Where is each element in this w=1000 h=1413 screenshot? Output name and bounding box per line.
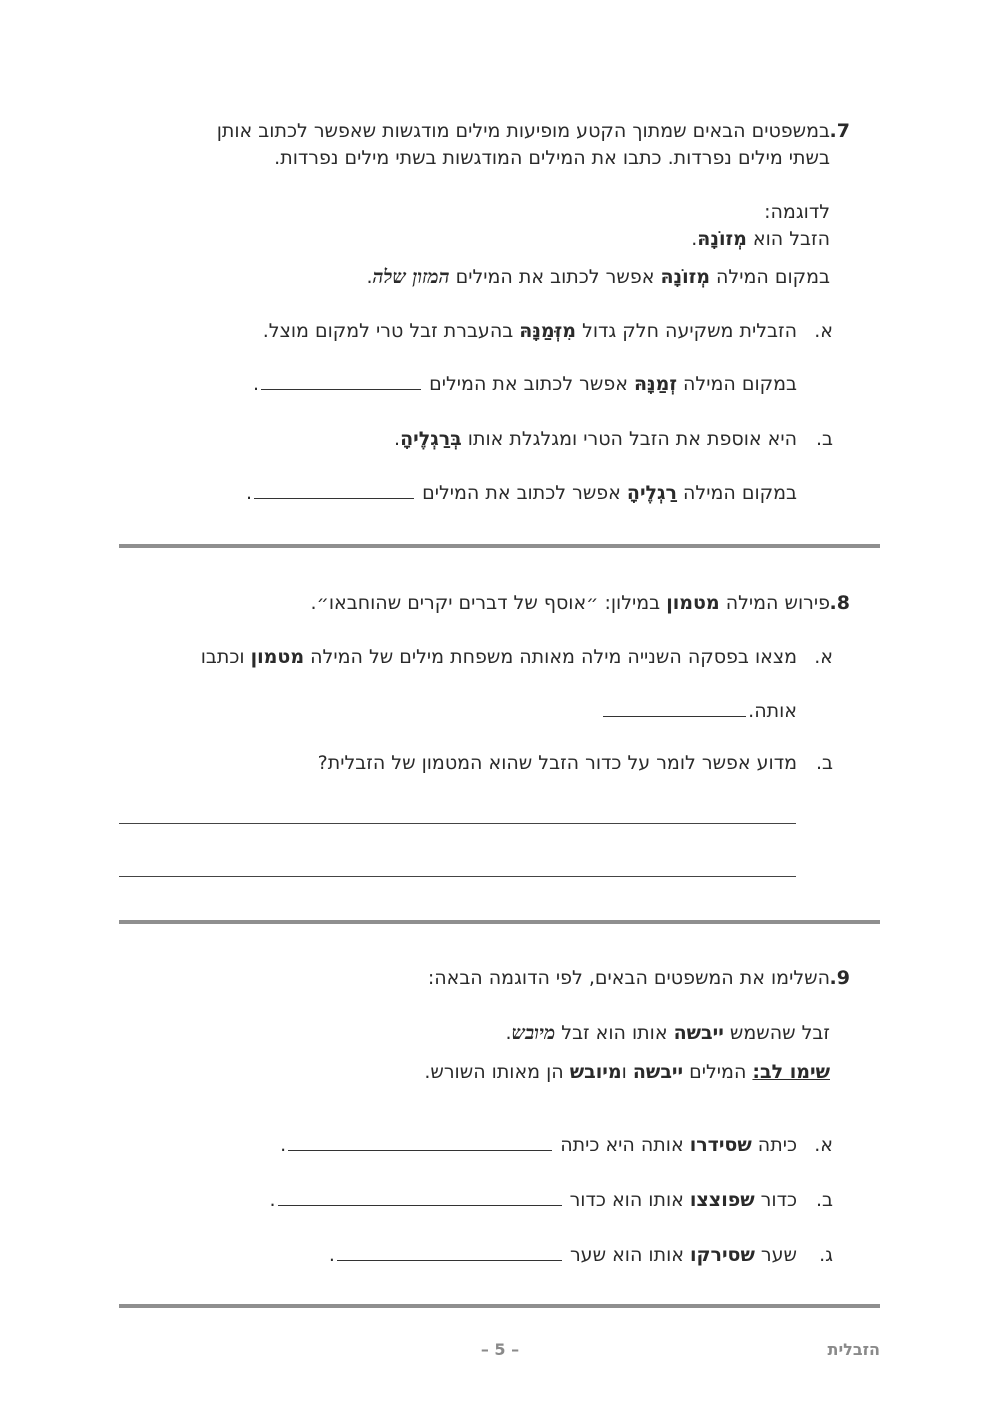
section-divider xyxy=(119,1304,880,1308)
question-7-intro-line1: במשפטים הבאים שמתוך הקטע מופיעות מילים מודגשות שאפשר לכתוב אותן xyxy=(216,120,830,142)
q9-example-text: זבל שהשמש xyxy=(723,1022,830,1044)
q7-b-answer-bold: רַגְלֶיהָ xyxy=(626,482,677,504)
q8-a-bold: מטמון xyxy=(250,646,305,668)
question-9-intro: השלימו את המשפטים הבאים, לפי הדוגמה הבאה: xyxy=(427,967,830,989)
q9-a-row xyxy=(280,1134,797,1156)
example-bold-word: מְזוֹנָהּ xyxy=(697,228,747,250)
example-answer-handwritten: המזון שלה xyxy=(372,266,450,288)
q7-a-text-end: בהעברת זבל טרי למקום מוצל. xyxy=(262,320,520,342)
q7-b-bold-word: בְּרַגְלֶיהָ xyxy=(400,428,462,450)
question-7-number: .7 xyxy=(829,120,850,142)
section-divider xyxy=(119,544,880,548)
q9-note-label: שימו לב: xyxy=(752,1061,830,1083)
example-answer-text: במקום המילה xyxy=(709,266,830,288)
page-number: – 5 – xyxy=(480,1340,520,1359)
example-sentence xyxy=(691,228,830,250)
footer-title: הזבלית xyxy=(827,1340,880,1359)
q9-a-mid: אותה היא כיתה xyxy=(554,1134,690,1156)
q9-a-bold: שסידרו xyxy=(689,1134,752,1156)
q9-c-blank[interactable] xyxy=(337,1259,562,1261)
q8-a-text-end: וכתבו xyxy=(200,646,251,668)
question-8-intro xyxy=(311,592,830,614)
q8-a-answer-row xyxy=(601,700,797,722)
example-sentence-text: הזבל הוא xyxy=(746,228,830,250)
q9-b-text: כדור xyxy=(754,1189,797,1211)
q9-c-bold: שסירקו xyxy=(690,1244,755,1266)
example-answer-end: . xyxy=(366,266,373,288)
q9-a-text: כיתה xyxy=(751,1134,797,1156)
q9-note-bold-2: מיובש xyxy=(569,1061,622,1083)
q9-example xyxy=(505,1022,830,1045)
example-label: לדוגמה: xyxy=(764,201,830,223)
q7-a-answer-mid: אפשר לכתוב את המילים xyxy=(423,373,634,395)
q8-a-answer-text: אותה. xyxy=(748,700,797,722)
q8-intro-text: פירוש המילה xyxy=(719,592,830,614)
q8-b-letter: ב. xyxy=(815,752,833,774)
q7-b-text-end: . xyxy=(394,428,401,450)
q7-a-bold-word: מִזְּמַנָּהּ xyxy=(519,320,577,342)
q7-b-answer-blank[interactable] xyxy=(254,497,414,499)
q7-b-answer-text: במקום המילה xyxy=(676,482,797,504)
q8-a-answer-blank[interactable] xyxy=(603,715,746,717)
q7-a-answer-bold: זְמַנָּהּ xyxy=(633,373,677,395)
q8-b-question: מדוע אפשר לומר על כדור הזבל שהוא המטמון של הזבלית? xyxy=(317,752,797,774)
example-answer-bold-word: מְזוֹנָהּ xyxy=(660,266,710,288)
example-sentence-end: . xyxy=(691,228,698,250)
q7-b-letter: ב. xyxy=(815,428,833,450)
q7-a-answer-text: במקום המילה xyxy=(676,373,797,395)
q9-example-end: . xyxy=(505,1022,512,1044)
q8-b-answer-line-2[interactable] xyxy=(119,876,796,877)
section-divider xyxy=(119,920,880,924)
q9-b-end: . xyxy=(269,1189,276,1211)
q7-b-answer-end: . xyxy=(246,482,253,504)
q9-note-bold-1: ייבשה xyxy=(632,1061,684,1083)
q9-c-letter: ג. xyxy=(819,1244,833,1266)
q9-b-mid: אותו הוא כדור xyxy=(563,1189,690,1211)
q9-a-end: . xyxy=(280,1134,287,1156)
q9-note-text: המילים xyxy=(683,1061,753,1083)
q7-b-answer-mid: אפשר לכתוב את המילים xyxy=(416,482,627,504)
q7-a-letter: א. xyxy=(814,320,833,342)
q8-a-sentence xyxy=(201,646,797,668)
q7-b-sentence xyxy=(394,428,797,450)
q7-a-answer-blank[interactable] xyxy=(261,388,421,390)
q9-b-letter: ב. xyxy=(815,1189,833,1211)
q9-c-end: . xyxy=(328,1244,335,1266)
question-9-number: .9 xyxy=(829,967,850,989)
q9-b-row xyxy=(270,1189,798,1211)
question-7-intro-line2: בשתי מילים נפרדות. כתבו את המילים המודגשות בשתי מילים נפרדות. xyxy=(274,147,830,169)
q7-b-answer-row xyxy=(246,482,797,504)
q9-a-blank[interactable] xyxy=(288,1149,552,1151)
q8-a-text: מצאו בפסקה השנייה מילה מאותה משפחת מילים של המילה xyxy=(304,646,797,668)
question-8-number: .8 xyxy=(829,592,850,614)
q9-c-row xyxy=(329,1244,797,1266)
q7-b-text: היא אוספת את הזבל הטרי ומגלגלת אותו xyxy=(461,428,797,450)
q7-a-answer-row xyxy=(253,373,797,395)
q7-a-sentence xyxy=(263,320,797,342)
q8-a-letter: א. xyxy=(814,646,833,668)
q9-example-mid: אותו הוא זבל xyxy=(555,1022,674,1044)
example-answer xyxy=(366,266,830,289)
q8-b-answer-line-1[interactable] xyxy=(119,823,796,824)
q9-example-bold: ייבשה xyxy=(673,1022,724,1044)
q9-note-end: הן מאותו השורש. xyxy=(424,1061,570,1083)
q9-a-letter: א. xyxy=(814,1134,833,1156)
q9-c-text: שער xyxy=(754,1244,797,1266)
q9-note-mid: ו xyxy=(621,1061,633,1083)
example-answer-mid: אפשר לכתוב את המילים xyxy=(449,266,661,288)
q8-intro-end: במילון: ״אוסף של דברים יקרים שהוחבאו״. xyxy=(310,592,667,614)
q9-b-bold: שפוצצו xyxy=(689,1189,755,1211)
q9-c-mid: אותו הוא שער xyxy=(563,1244,690,1266)
q7-a-text: הזבלית משקיעה חלק גדול xyxy=(576,320,797,342)
q7-a-answer-end: . xyxy=(253,373,260,395)
q8-intro-bold: מטמון xyxy=(666,592,720,614)
q9-example-handwritten: מיובש xyxy=(511,1022,556,1044)
q9-note xyxy=(424,1061,830,1083)
q9-b-blank[interactable] xyxy=(278,1204,562,1206)
